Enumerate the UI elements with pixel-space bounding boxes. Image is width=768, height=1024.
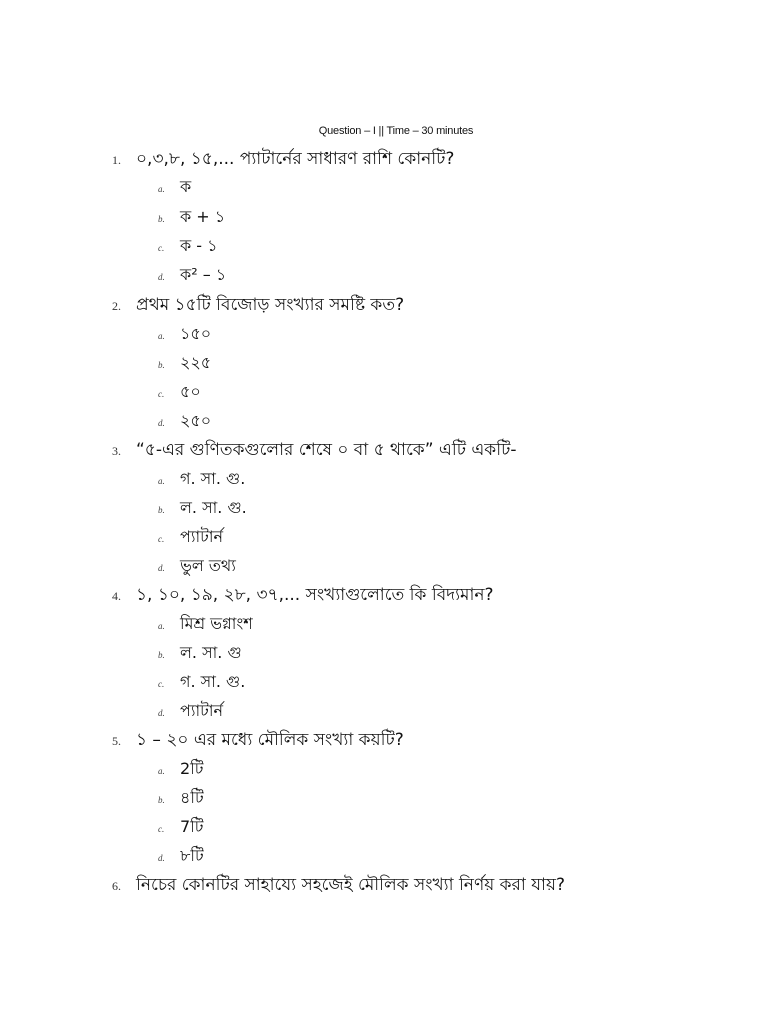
option-letter: c. [158,243,165,253]
option-letter: b. [158,795,165,805]
option-text: 7টি [180,817,204,836]
option-letter: b. [158,360,165,370]
option-text: ৫০ [180,382,201,401]
option-text: প্যাটার্ন [180,701,224,720]
question-number: 3. [112,444,121,458]
option-4c [158,671,245,695]
page-header: Question – I || Time – 30 minutes [318,125,474,137]
option-text: ২২৫ [180,353,212,372]
option-3b [158,497,247,521]
question-5 [112,729,732,752]
question-text: ১ – ২০ এর মধ্যে মৌলিক সংখ্যা কয়টি? [136,730,404,750]
option-1c [158,235,218,259]
option-text: ক - ১ [180,236,218,255]
option-letter: c. [158,824,165,834]
option-5a [158,758,203,782]
option-5d [158,845,204,869]
question-number: 6. [112,879,121,893]
option-3c [158,526,223,550]
option-letter: b. [158,214,165,224]
option-2b [158,352,211,376]
question-number: 2. [112,299,121,313]
option-text: ৮টি [180,846,204,865]
option-text: ৪টি [180,788,204,807]
option-letter: d. [158,418,165,428]
question-text: ১, ১০, ১৯, ২৮, ৩৭,... সংখ্যাগুলোতে কি বিদ্যমান? [136,585,494,605]
question-number: 4. [112,589,121,603]
option-3a [158,468,245,492]
option-2d [158,410,211,434]
question-4 [112,584,732,607]
option-text: ক² – ১ [180,265,227,284]
question-number: 1. [112,153,121,167]
option-3d [158,555,236,579]
option-1b [158,206,225,230]
option-letter: a. [158,331,165,341]
option-letter: a. [158,184,165,194]
option-4a [158,613,253,637]
option-text: প্যাটার্ন [180,527,224,546]
option-text: ক [180,177,192,196]
option-letter: b. [158,650,165,660]
option-text: গ. সা. গু. [180,672,246,691]
option-text: মিশ্র ভগ্নাংশ [180,614,253,633]
option-5c [158,816,203,840]
question-6 [112,874,732,897]
option-4b [158,642,242,666]
option-text: ১৫০ [180,324,212,343]
option-text: ভুল তথ্য [180,556,236,575]
question-3 [112,439,732,462]
option-letter: d. [158,853,165,863]
option-2c [158,381,201,405]
option-2a [158,323,211,347]
option-5b [158,787,204,811]
option-letter: a. [158,476,165,486]
question-2 [112,294,732,317]
option-letter: d. [158,272,165,282]
question-text: প্রথম ১৫টি বিজোড় সংখ্যার সমষ্টি কত? [136,295,405,315]
option-letter: c. [158,679,165,689]
option-letter: d. [158,708,165,718]
option-4d [158,700,223,724]
question-number: 5. [112,734,121,748]
question-text: নিচের কোনটির সাহায্যে সহজেই মৌলিক সংখ্যা নির্ণয় করা যায়? [136,875,565,895]
option-letter: c. [158,534,165,544]
option-letter: b. [158,505,165,515]
question-text: “৫-এর গুণিতকগুলোর শেষে ০ বা ৫ থাকে” এটি একটি- [136,440,517,460]
option-text: ল. সা. গু. [180,498,247,517]
option-letter: a. [158,766,165,776]
option-text: গ. সা. গু. [180,469,246,488]
option-1a [158,176,191,200]
option-letter: d. [158,563,165,573]
question-1 [112,148,732,171]
option-text: ক + ১ [180,207,226,226]
option-text: ২৫০ [180,411,212,430]
option-text: 2টি [180,759,204,778]
option-letter: a. [158,621,165,631]
option-letter: c. [158,389,165,399]
option-1d [158,264,226,288]
option-text: ল. সা. গু [180,643,242,662]
question-text: ০,৩,৮, ১৫,... প্যাটার্নের সাধারণ রাশি কোনটি? [136,149,455,169]
